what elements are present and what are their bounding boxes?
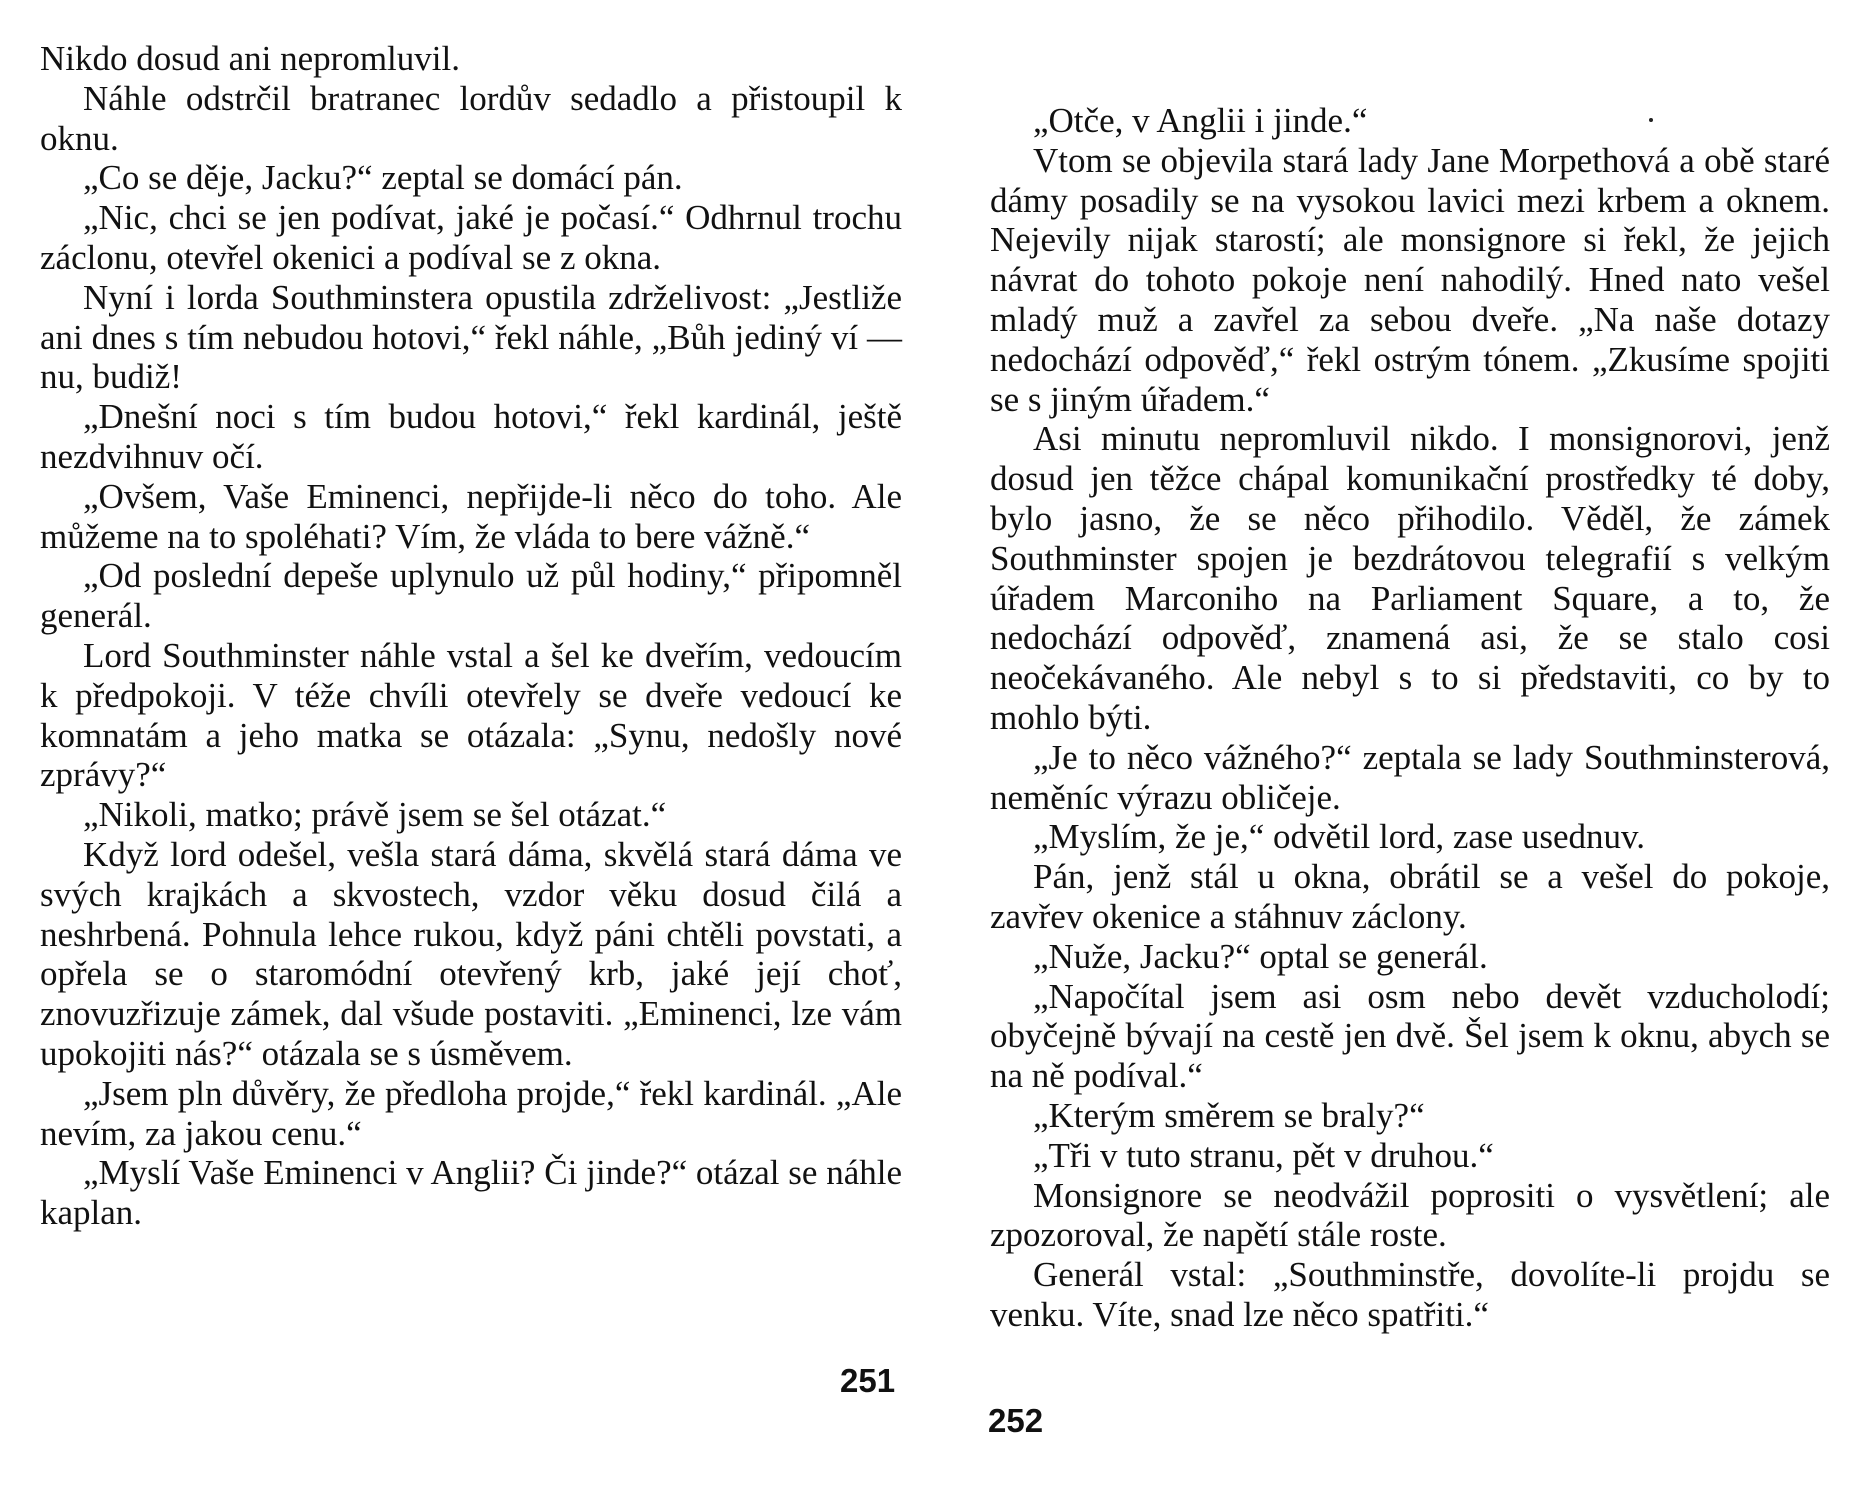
paragraph: „Nic, chci se jen podívat, jaké je počasí.“ Odhrnul trochu záclonu, otevřel okenici a podíval se z okna.: [40, 198, 902, 277]
print-speck: [1649, 118, 1653, 122]
paragraph: Generál vstal: „Southminstře, dovolíte-li projdu se venku. Víte, snad lze něco spatřiti.“: [990, 1255, 1830, 1334]
paragraph: Monsignore se neodvážil poprositi o vysvětlení; ale zpozoroval, že napětí stále roste.: [990, 1175, 1830, 1255]
paragraph: „Tři v tuto stranu, pět v druhou.“: [1033, 1135, 1494, 1175]
paragraph: Když lord odešel, vešla stará dáma, skvělá stará dáma ve svých krajkách a skvostech, vzdor věku dosud čilá a neshrbená. Pohnula lehce rukou, když páni chtěli povstati, a opřela se o staromódní otevřený krb, jaké její choť, znovuzřizuje zámek, dal všude postaviti. „Eminenci, lze vám upokojiti nás?“ otázala se s úsměvem.: [40, 834, 902, 1073]
paragraph: Pán, jenž stál u okna, obrátil se a vešel do pokoje, zavřev okenice a stáhnuv záclony.: [990, 857, 1830, 936]
right-page: [990, 101, 1830, 1335]
page-number-left: 251: [840, 1362, 896, 1399]
paragraph: Náhle odstrčil bratranec lordův sedadlo a přistoupil k oknu.: [40, 78, 902, 158]
paragraph: „Co se děje, Jacku?“ zeptal se domácí pán.: [83, 158, 683, 198]
paragraph: Vtom se objevila stará lady Jane Morpethová a obě staré dámy posadily se na vysokou lavici mezi krbem a oknem. Nejevily nijak starostí; ale monsignore si řekl, že jejich návrat do tohoto pokoje není nahodilý. Hned nato vešel mladý muž a zavřel za sebou dveře. „Na naše dotazy nedochází odpověď,“ řekl ostrým tónem. „Zkusíme spojiti se s jiným úřadem.“: [990, 140, 1830, 419]
paragraph: „Napočítal jsem asi osm nebo devět vzducholodí; obyčejně bývají na cestě jen dvě. Šel jsem k oknu, abych se na ně podíval.“: [990, 976, 1830, 1096]
paragraph: Nikdo dosud ani nepromluvil.: [40, 39, 460, 78]
paragraph: „Jsem pln důvěry, že předloha projde,“ řekl kardinál. „Ale nevím, za jakou cenu.“: [40, 1073, 902, 1153]
left-page: [40, 39, 902, 1233]
paragraph: Nyní i lorda Southminstera opustila zdrželivost: „Jestliže ani dnes s tím nebudou hotovi,“ řekl náhle, „Bůh jediný ví — nu, budiž!: [40, 277, 902, 397]
paragraph: „Od poslední depeše uplynulo už půl hodiny,“ připomněl generál.: [40, 556, 902, 636]
paragraph: „Myslím, že je,“ odvětil lord, zase usednuv.: [1033, 817, 1646, 857]
paragraph: „Kterým směrem se braly?“: [1033, 1095, 1425, 1135]
paragraph: „Nuže, Jacku?“ optal se generál.: [1033, 936, 1488, 976]
paragraph: „Je to něco vážného?“ zeptala se lady Southminsterová, neměníc výrazu obličeje.: [990, 737, 1830, 817]
paragraph: „Nikoli, matko; právě jsem se šel otázat.“: [83, 795, 667, 835]
paragraph: „Dnešní noci s tím budou hotovi,“ řekl kardinál, ještě nezdvihnuv očí.: [40, 397, 902, 476]
paragraph: „Ovšem, Vaše Eminenci, nepřijde-li něco do toho. Ale můžeme na to spoléhati? Vím, že vláda to bere vážně.“: [40, 476, 902, 556]
paragraph: Asi minutu nepromluvil nikdo. I monsignorovi, jenž dosud jen těžce chápal komunikační prostředky té doby, bylo jasno, že se něco přihodilo. Věděl, že zámek Southminster spojen je bezdrátovou telegrafií s velkým úřadem Marconiho na Parliament Square, a to, že nedochází odpověď, znamená asi, že se stalo cosi neočekávaného. Ale nebyl s to si představiti, co by to mohlo býti.: [990, 419, 1830, 737]
paragraph: „Myslí Vaše Eminenci v Anglii? Či jinde?“ otázal se náhle kaplan.: [40, 1153, 902, 1233]
paragraph: Lord Southminster náhle vstal a šel ke dveřím, vedoucím k předpokoji. V téže chvíli otevřely se dveře vedoucí ke komnatám a jeho matka se otázala: „Synu, nedošly nové zprávy?“: [40, 635, 902, 795]
page-number-right: 252: [988, 1402, 1044, 1439]
paragraph: „Otče, v Anglii i jinde.“: [1033, 101, 1368, 140]
